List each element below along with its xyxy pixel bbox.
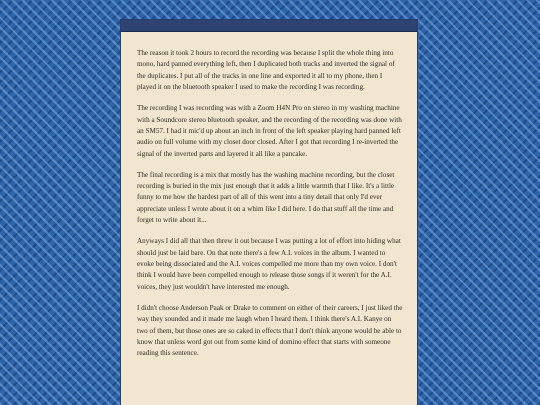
page-header-bar bbox=[121, 20, 417, 32]
article-paragraph: The final recording is a mix that mostly has the washing machine recording, but the closet recording is buried in the mix just enough that it adds a little warmth that I like. It's a little funny to me how the hardest part of all of this went into a tiny detail that only I'd ever appreciate unless I wrote about it on a whim like I did here. I do that stuff all the time and forget to write about it... bbox=[137, 170, 395, 225]
article-paragraph: The reason it took 2 hours to record the recording was because I split the whole thing into mono, hard panned everything left, then I duplicated both tracks and inverted the signal of the duplicates. I put all of the tracks in one line and exported it all to my phone, then I played it on the bluetooth speaker I used to make the recording I was recording. bbox=[137, 49, 395, 92]
article-body bbox=[137, 48, 403, 369]
article-paragraph: Anyways I did all that then threw it out because I was putting a lot of effort into hiding what should just be laid bare. On that note there's a few A.I. voices in the album. I wanted to evoke being dissociated and the A.I. voices compelled me more than my own voice. I don't think I would have been compelled enough to release those songs if it weren't for the A.I. voices, they just wouldn't have interested me enough. bbox=[137, 237, 401, 291]
article-paragraph: I didn't choose Anderson Paak or Drake to comment on either of their careers, I just liked the way they sounded and it made me laugh when I heard them. I think there's A.I. Kanye on two of them, but those ones are so caked in effects that I don't think anyone would be able to know that unless word got out from some kind of domino effect that starts with someone reading this sentence. bbox=[137, 303, 403, 358]
article-page bbox=[121, 20, 417, 405]
article-paragraph: The recording I was recording was with a Zoom H4N Pro on stereo in my washing machine with a Soundcore stereo bluetooth speaker, and the recording of the recording was done with an SM57. I had it mic'd up about an inch in front of the left speaker playing hard panned left audio on full volume with my closet door closed. After I got that recording I re-inverted the signal of the inverted parts and layered it all like a pancake. bbox=[137, 104, 402, 158]
